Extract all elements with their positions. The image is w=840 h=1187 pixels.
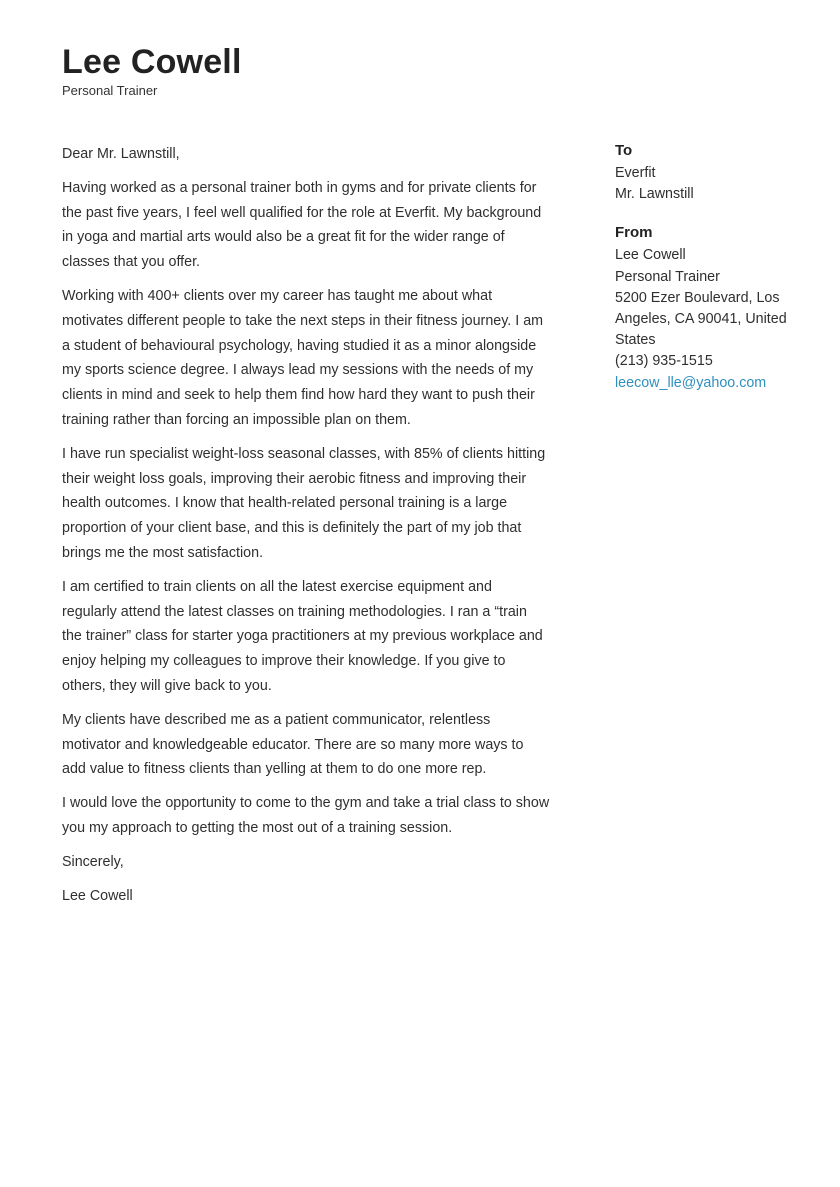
paragraph-5: My clients have described me as a patient communicator, relentless motivator and knowledgeable educator. There are so many more ways to add value to fitness clients than yelling at them to do one more rep. <box>62 711 524 778</box>
closing: Sincerely, <box>62 853 124 870</box>
paragraph-2: Working with 400+ clients over my career has taught me about what motivates different people to take the next steps in their fitness journey. I am a student of behavioural psychology, having studied it as a minor alongside my sports science degree. I always lead my sessions with the needs of my clients in mind and seek to help them find how hard they want to push their training rather than forcing an impossible plan on them. <box>62 287 544 428</box>
sender-address: 5200 Ezer Boulevard, Los Angeles, CA 90041, United States <box>615 289 787 349</box>
to-heading: To <box>615 142 633 159</box>
sender-block-title: Personal Trainer <box>615 268 720 285</box>
paragraph-6: I would love the opportunity to come to the gym and take a trial class to show you my approach to getting the most out of a training session. <box>62 795 550 836</box>
paragraph-1: Having worked as a personal trainer both in gyms and for private clients for the past five years, I feel well qualified for the role at Everfit. My background in yoga and martial arts would also be a great fit for the wider range of classes that you offer. <box>62 179 542 271</box>
recipient-company: Everfit <box>615 165 656 181</box>
letter-header <box>62 42 242 99</box>
paragraph-4: I am certified to train clients on all the latest exercise equipment and regularly attend the latest classes on training methodologies. I ran a “train the trainer” class for starter yoga practitioners at my previous workplace and enjoy helping my colleagues to improve their knowledge. If you give to others, they will give back to you. <box>62 578 543 694</box>
sender-email-link[interactable]: leecow_lle@yahoo.com <box>615 374 767 391</box>
signature: Lee Cowell <box>62 887 133 904</box>
recipient-name: Mr. Lawnstill <box>615 186 694 203</box>
sender-block-name: Lee Cowell <box>615 247 686 264</box>
sender-block <box>615 221 805 393</box>
sender-phone: (213) 935-1515 <box>615 353 713 370</box>
contact-sidebar <box>615 139 805 410</box>
letter-body <box>62 142 550 917</box>
recipient-block <box>615 139 805 205</box>
sender-title: Personal Trainer <box>62 83 158 98</box>
from-heading: From <box>615 224 653 242</box>
sender-name: Lee Cowell <box>62 43 242 81</box>
paragraph-3: I have run specialist weight-loss seasonal classes, with 85% of clients hitting their weight loss goals, improving their aerobic fitness and improving their health outcomes. I know that health-related personal training is a large proportion of your client base, and this is definitely the part of my job that brings me the most satisfaction. <box>62 445 546 561</box>
salutation: Dear Mr. Lawnstill, <box>62 146 180 162</box>
